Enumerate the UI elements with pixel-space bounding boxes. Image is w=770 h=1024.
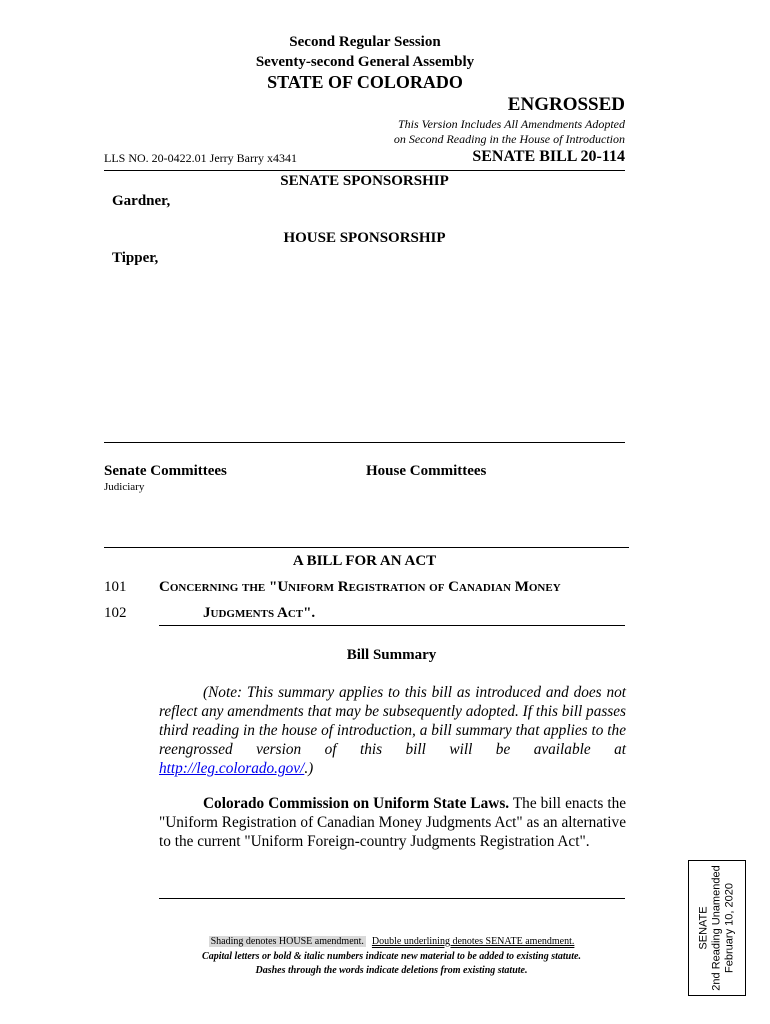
session-title: Second Regular Session <box>289 34 441 50</box>
senate-sponsorship-heading: SENATE SPONSORSHIP <box>280 173 449 189</box>
stamp-date: February 10, 2020 <box>723 883 736 973</box>
shading-legend: Shading denotes HOUSE amendment. <box>210 936 364 947</box>
lls-number: LLS NO. 20-0422.01 Jerry Barry x4341 <box>104 151 297 165</box>
summary-note <box>159 683 626 778</box>
assembly-title: Seventy-second General Assembly <box>255 54 475 70</box>
version-note-line1: This Version Includes All Amendments Adopted <box>398 117 625 131</box>
state-title: STATE OF COLORADO <box>267 72 463 92</box>
underline-legend: Double underlining denotes SENATE amendment. <box>371 936 575 947</box>
reading-stamp <box>688 860 746 996</box>
house-sponsorship-heading: HOUSE SPONSORSHIP <box>283 230 446 246</box>
footer-legend-3: Dashes through the words indicate deletions from existing statute. <box>255 965 528 976</box>
house-sponsor: Tipper, <box>112 250 159 266</box>
line-number: 102 <box>104 605 127 621</box>
bill-summary-heading: Bill Summary <box>346 647 437 663</box>
summary-paragraph <box>159 794 626 851</box>
senate-committee-judiciary: Judiciary <box>104 481 145 493</box>
committees-rule-bottom <box>104 547 629 548</box>
stamp-reading: 2nd Reading Unamended <box>710 865 723 991</box>
leg-colorado-link[interactable]: http://leg.colorado.gov/ <box>159 760 305 777</box>
footer-legend-2: Capital letters or bold & italic numbers indicate new material to be added to existing statute. <box>202 951 581 962</box>
bill-title-line1: Concerning the "Uniform Registration of Canadian Money <box>159 579 561 595</box>
footer-legend-1 <box>104 936 679 947</box>
summary-note-end: .) <box>304 760 314 777</box>
senate-sponsor: Gardner, <box>112 193 171 209</box>
house-committees-heading: House Committees <box>366 463 487 479</box>
bill-heading: A BILL FOR AN ACT <box>292 553 437 569</box>
engrossed-label: ENGROSSED <box>507 94 625 115</box>
bill-number: SENATE BILL 20-114 <box>472 148 625 165</box>
bill-title-line2: Judgments Act". <box>203 605 316 621</box>
footer-rule <box>159 898 625 899</box>
committees-rule-top <box>104 442 625 443</box>
senate-committees-heading: Senate Committees <box>104 463 227 479</box>
stamp-chamber: SENATE <box>697 906 710 950</box>
summary-paragraph-text: The bill enacts the "Uniform Registration of Canadian Money Judgments Act" as an alternative to the current "Uniform Foreign-country Judgments Registration Act". <box>159 795 627 850</box>
title-rule <box>159 625 625 626</box>
line-number: 101 <box>104 579 127 595</box>
header-rule <box>104 170 625 171</box>
version-note-line2: on Second Reading in the House of Introduction <box>393 132 625 146</box>
summary-paragraph-lead: Colorado Commission on Uniform State Laws. <box>203 795 510 812</box>
summary-note-text: (Note: This summary applies to this bill as introduced and does not reflect any amendments that may be subsequently adopted. If this bill passes third reading in the house of introduction, a bill summary that applies to the reengrossed version of this bill will be available at <box>159 684 626 758</box>
